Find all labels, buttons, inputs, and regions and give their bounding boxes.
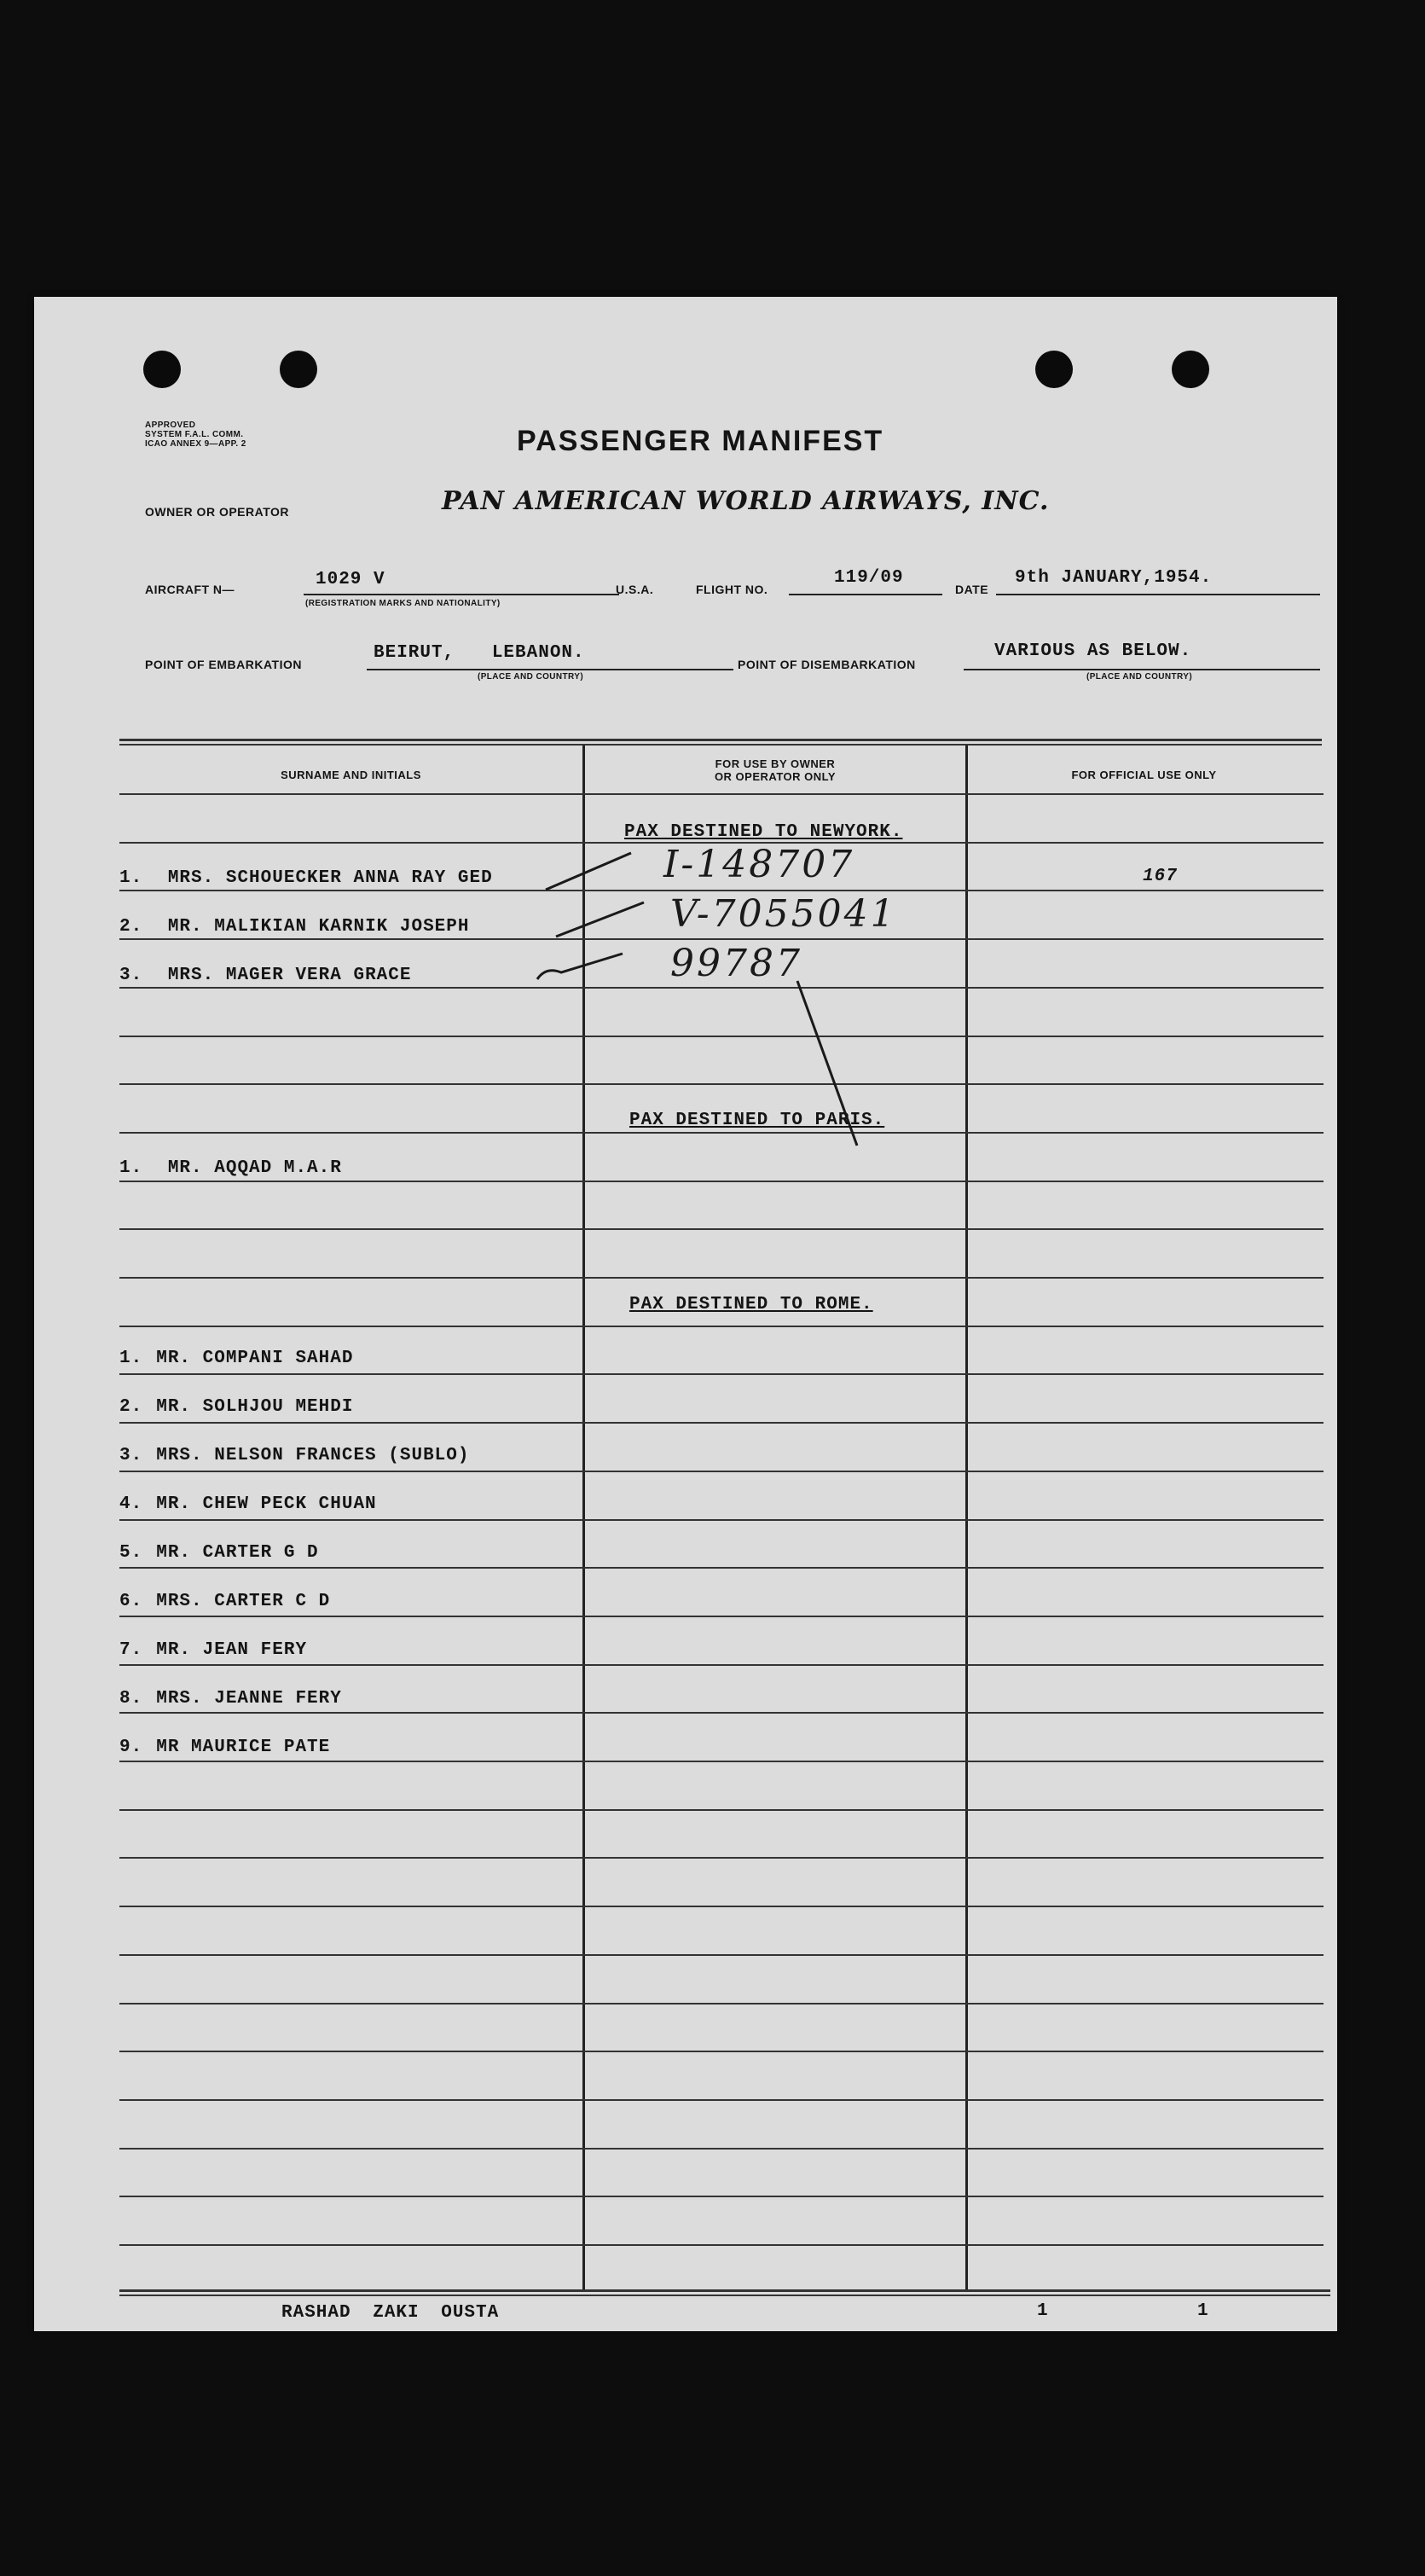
flight-value: 119/09 xyxy=(834,568,904,588)
date-label: DATE xyxy=(955,583,989,596)
list-item xyxy=(119,1446,469,1465)
embark-label: POINT OF EMBARKATION xyxy=(145,658,302,671)
passenger-name: MR. CARTER G D xyxy=(156,1543,319,1563)
approval-line: APPROVED xyxy=(145,421,196,430)
passenger-number: 3. xyxy=(119,966,143,985)
handwritten-number: 99787 xyxy=(670,942,802,985)
table-bottom-border xyxy=(119,2295,1330,2296)
passenger-name: MR. JEAN FERY xyxy=(156,1640,308,1660)
passenger-number: 2. xyxy=(119,917,143,937)
owner-label: OWNER OR OPERATOR xyxy=(145,505,289,519)
list-item xyxy=(119,1349,353,1368)
footer-count: 1 xyxy=(1197,2301,1209,2321)
date-value: 9th JANUARY,1954. xyxy=(1015,568,1213,588)
passenger-number: 1. xyxy=(119,868,143,888)
passenger-name: MR. COMPANI SAHAD xyxy=(156,1349,354,1368)
approval-line: SYSTEM F.A.L. COMM. xyxy=(145,430,244,439)
passenger-name: MR MAURICE PATE xyxy=(156,1738,331,1757)
handwritten-number: V-7055041 xyxy=(670,892,897,936)
passenger-name: MR. AQQAD M.A.R xyxy=(167,1158,342,1178)
passenger-number: 2. xyxy=(119,1397,143,1417)
passenger-number: 6. xyxy=(119,1592,143,1611)
passenger-name: MRS. SCHOUECKER ANNA RAY GED xyxy=(167,868,493,888)
list-item xyxy=(119,1158,342,1178)
aircraft-label: AIRCRAFT N— xyxy=(145,583,235,596)
group-heading-rome: PAX DESTINED TO ROME. xyxy=(629,1295,873,1314)
list-item xyxy=(119,1592,330,1611)
col3-header: FOR OFFICIAL USE ONLY xyxy=(1071,769,1217,781)
disembark-label: POINT OF DISEMBARKATION xyxy=(738,658,916,671)
passenger-number: 7. xyxy=(119,1640,143,1660)
group-heading-paris: PAX DESTINED TO PARIS. xyxy=(629,1111,885,1130)
handwritten-number: I-148707 xyxy=(663,843,855,886)
list-item xyxy=(119,1397,353,1417)
approval-line: ICAO ANNEX 9—APP. 2 xyxy=(145,439,246,449)
table-bottom-border xyxy=(119,2289,1330,2292)
official-note: 167 xyxy=(1143,867,1178,886)
disembark-sublabel: (PLACE AND COUNTRY) xyxy=(1086,672,1193,682)
list-item xyxy=(119,1689,342,1709)
passenger-name: MRS. MAGER VERA GRACE xyxy=(167,966,412,985)
passenger-name: MRS. CARTER C D xyxy=(156,1592,331,1611)
embark-sublabel: (PLACE AND COUNTRY) xyxy=(478,672,584,682)
passenger-number: 5. xyxy=(119,1543,143,1563)
footer-count: 1 xyxy=(1037,2301,1049,2321)
list-item xyxy=(119,1640,307,1660)
passenger-name: MR. SOLHJOU MEHDI xyxy=(156,1397,354,1417)
flight-label: FLIGHT NO. xyxy=(696,583,768,596)
list-item xyxy=(119,1738,330,1757)
passenger-number: 3. xyxy=(119,1446,143,1465)
passenger-name: MR. MALIKIAN KARNIK JOSEPH xyxy=(167,917,470,937)
passenger-name: MRS. JEANNE FERY xyxy=(156,1689,342,1709)
aircraft-value: 1029 V xyxy=(316,570,385,589)
list-item xyxy=(119,1494,377,1514)
passenger-number: 8. xyxy=(119,1689,143,1709)
manifest-sheet xyxy=(34,297,1337,2331)
signature: RASHAD ZAKI OUSTA xyxy=(281,2303,500,2323)
disembark-value: VARIOUS AS BELOW. xyxy=(994,641,1192,661)
col1-header: SURNAME AND INITIALS xyxy=(281,769,421,781)
col2-header-line: FOR USE BY OWNER xyxy=(715,757,836,770)
aircraft-sublabel: (REGISTRATION MARKS AND NATIONALITY) xyxy=(305,599,501,608)
usa-label: U.S.A. xyxy=(616,583,654,596)
passenger-name: MRS. NELSON FRANCES (SUBLO) xyxy=(156,1446,470,1465)
group-heading-newyork: PAX DESTINED TO NEWYORK. xyxy=(624,822,903,842)
embark-value: BEIRUT, LEBANON. xyxy=(374,643,585,663)
company-name: PAN AMERICAN WORLD AIRWAYS, INC. xyxy=(442,486,1050,516)
page-title: PASSENGER MANIFEST xyxy=(517,425,884,457)
passenger-number: 4. xyxy=(119,1494,143,1514)
passenger-name: MR. CHEW PECK CHUAN xyxy=(156,1494,377,1514)
col2-header-line: OR OPERATOR ONLY xyxy=(714,770,837,783)
list-item xyxy=(119,1543,319,1563)
passenger-number: 1. xyxy=(119,1158,143,1178)
passenger-number: 1. xyxy=(119,1349,143,1368)
passenger-number: 9. xyxy=(119,1738,143,1757)
